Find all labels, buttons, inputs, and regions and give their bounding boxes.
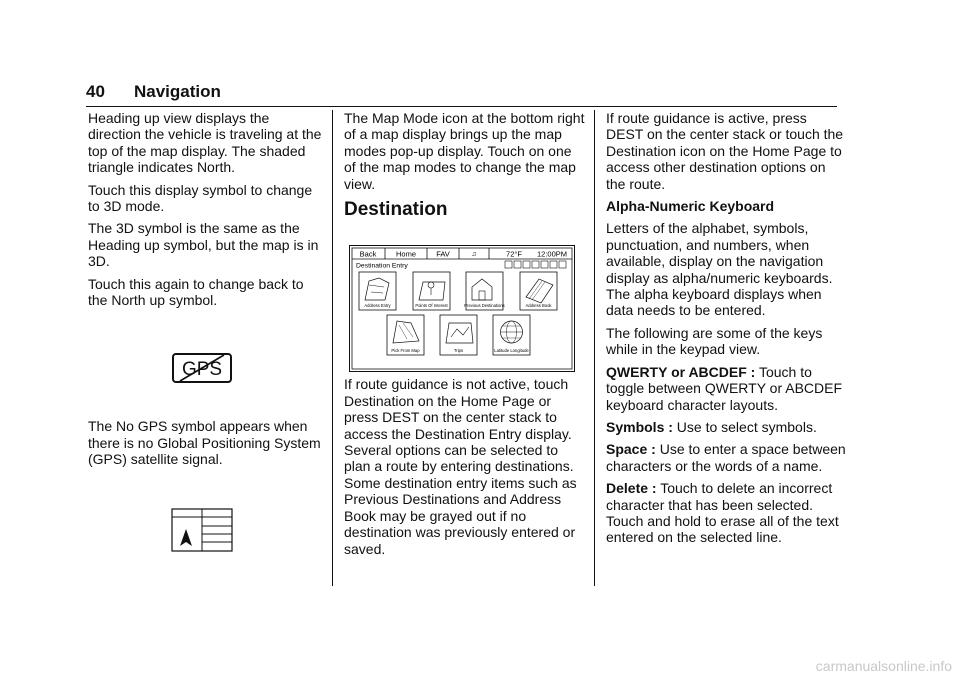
column-1 [88,110,326,474]
screen-home-button: Home [395,249,417,259]
keypad-intro-text: The following are some of the keys while in the keypad view. [606,324,823,358]
route-active-text: If route guidance is active, press DEST on the center stack or touch the Destination icon on the Home Page to access other destination options on the route. [606,110,844,192]
column-3 [606,110,846,552]
tile-address-book: Address Book [525,303,552,308]
space-desc: Use to enter a space between characters or the words of a name. [606,441,846,474]
delete-item [606,480,846,546]
gps-icon-label: GPS [181,359,223,380]
north-up-text: Touch this again to change back to the North up symbol. [88,275,304,309]
qwerty-item [606,364,846,413]
screen-time: 12:00PM [536,249,568,259]
symbols-desc: Use to select symbols. [672,418,817,435]
delete-term: Delete : [606,480,657,497]
qwerty-term: QWERTY or ABCDEF : [606,363,756,380]
heading-up-icon [171,508,233,552]
symbols-term: Symbols : [606,418,673,435]
column-divider-left [332,110,333,586]
tile-points-of-interest: Points Of Interest [415,303,448,308]
destination-heading: Destination [344,199,448,221]
space-term: Space : [606,441,656,458]
3d-symbol-text: The 3D symbol is the same as the Heading up symbol, but the map is in 3D. [88,220,319,270]
column-divider-right [594,110,595,586]
footer-watermark: carmanualsonline.info [815,658,952,674]
qwerty-desc: Touch to toggle between QWERTY or ABCDEF keyboard character layouts. [606,363,843,413]
destination-entry-screen [349,245,575,372]
symbols-item [606,419,846,435]
map-mode-text: The Map Mode icon at the bottom right of a map display brings up the map modes pop-up display. Touch on one of the map modes to change the map view. [344,110,585,192]
page-header [86,82,837,107]
tile-trips: Trips [453,348,464,353]
tile-address-entry: Address Entry [364,303,391,308]
section-title: Navigation [134,82,221,101]
3d-mode-text: Touch this display symbol to change to 3D mode. [88,181,313,215]
no-gps-text: The No GPS symbol appears when there is no Global Positioning System (GPS) satellite signal. [88,418,321,468]
page-number: 40 [86,82,105,101]
space-item [606,441,846,474]
screen-fav-button: FAV [436,249,450,259]
screen-back-button: Back [359,249,377,259]
screen-title: Destination Entry [356,262,408,270]
delete-desc: Touch to delete an incorrect character that has been selected. Touch and hold to erase all of the text entered on the selected line. [606,480,839,546]
tile-previous-destinations: Previous Destinations [464,303,505,308]
tile-pick-from-map: Pick From Map [391,348,420,353]
screen-temp: 72°F [506,249,522,259]
destination-text: If route guidance is not active, touch Destination on the Home Page or press DEST on the center stack to access the Destination Entry display. Several options can be selected to plan a route by entering destinations. Some destination entry items such as Previous Destinations and Address Book may be grayed out if no destination was previously entered or saved. [344,376,577,557]
tile-latitude-longitude: Latitude Longitude [494,348,529,353]
keyboard-heading: Alpha-Numeric Keyboard [606,198,775,215]
no-gps-icon [172,353,232,383]
screen-sound-icon: ♫ [471,251,477,258]
heading-up-text: Heading up view displays the direction the vehicle is traveling at the top of the map display. The shaded triangle indicates North. [88,110,322,176]
keyboard-text: Letters of the alphabet, symbols, punctuation, and numbers, when available, display on the navigation display as alpha/numeric keyboards. The alpha keyboard displays when data needs to be entered. [606,220,833,319]
